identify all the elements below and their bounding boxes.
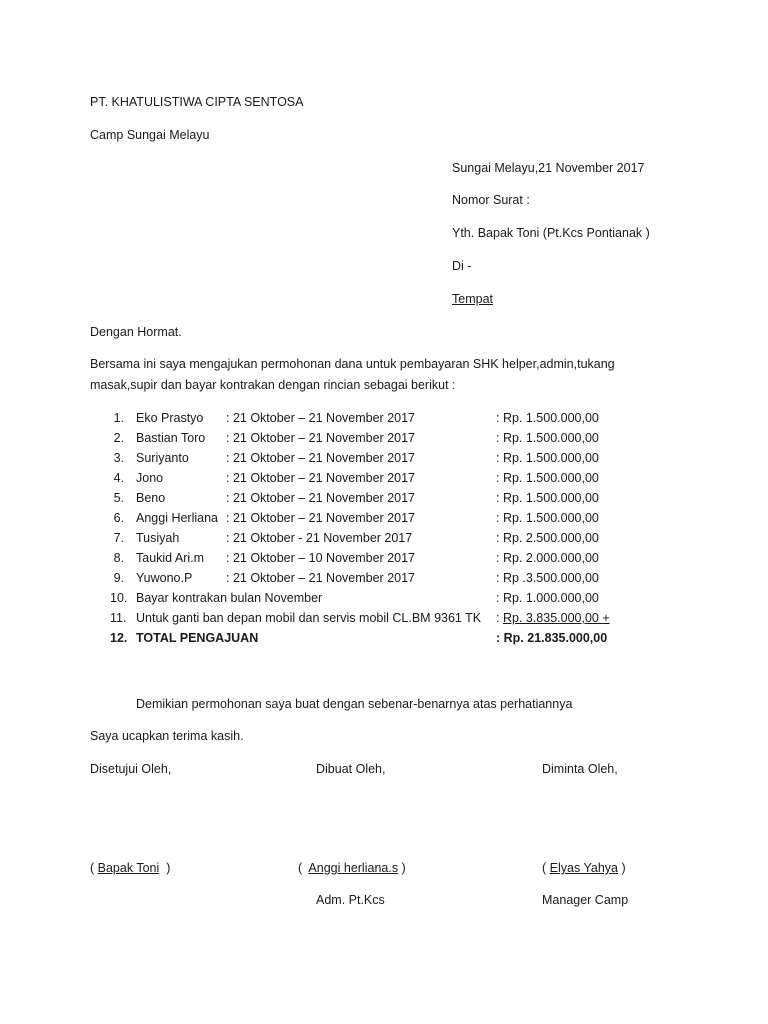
item-number: 11.	[110, 611, 127, 625]
list-item	[0, 431, 768, 451]
item-description: Bayar kontrakan bulan November	[136, 591, 323, 605]
requested-close-paren: )	[617, 861, 626, 875]
item-number: 5.	[113, 491, 124, 505]
requested-by-label: Diminta Oleh,	[542, 762, 618, 776]
item-amount: : Rp .3.500.000,00	[496, 571, 599, 585]
approved-close-paren: )	[159, 861, 171, 875]
item-amount: : Rp. 1.500.000,00	[496, 491, 599, 505]
item-period: : 21 Oktober – 21 November 2017	[226, 471, 416, 485]
item-period: : 21 Oktober – 21 November 2017	[226, 571, 416, 585]
letter-number: Nomor Surat :	[452, 193, 530, 207]
item-number: 2.	[113, 431, 124, 445]
item-period: : 21 Oktober – 10 November 2017	[226, 551, 416, 565]
intro-line-2: masak,supir dan bayar kontrakan dengan rincian sebagai berikut :	[90, 378, 456, 392]
item-name: Taukid Ari.m	[136, 551, 205, 565]
letter-recipient: Yth. Bapak Toni (Pt.Kcs Pontianak )	[452, 226, 650, 240]
requested-open-paren: (	[542, 861, 550, 875]
item-amount-prefix: :	[496, 611, 503, 625]
item-name: Jono	[136, 471, 164, 485]
item-name: Suriyanto	[136, 451, 189, 465]
item-name: Tusiyah	[136, 531, 180, 545]
item-name: Yuwono.P	[136, 571, 193, 585]
list-item	[0, 511, 768, 531]
item-amount: : Rp. 1.500.000,00	[496, 511, 599, 525]
item-amount: : Rp. 1.500.000,00	[496, 451, 599, 465]
list-item	[0, 531, 768, 551]
item-amount: : Rp. 2.000.000,00	[496, 551, 599, 565]
total-label: TOTAL PENGAJUAN	[136, 631, 259, 645]
letter-di: Di -	[452, 259, 472, 273]
list-item	[0, 491, 768, 511]
item-number: 6.	[113, 511, 124, 525]
requested-name: Elyas Yahya	[549, 861, 618, 875]
list-item	[0, 471, 768, 491]
item-period: : 21 Oktober – 21 November 2017	[226, 411, 416, 425]
approved-open-paren: (	[90, 861, 98, 875]
thank-you: Saya ucapkan terima kasih.	[90, 729, 244, 743]
item-amount-underlined: Rp. 3.835.000,00 +	[502, 611, 610, 625]
total-number: 12.	[110, 631, 128, 645]
list-item	[0, 591, 768, 611]
letter-date: Sungai Melayu,21 November 2017	[452, 161, 645, 175]
item-period: : 21 Oktober – 21 November 2017	[226, 451, 416, 465]
intro-line-1: Bersama ini saya mengajukan permohonan dana untuk pembayaran SHK helper,admin,tukang	[90, 357, 615, 371]
item-period: : 21 Oktober – 21 November 2017	[226, 511, 416, 525]
item-amount: : Rp. 1.500.000,00	[496, 471, 599, 485]
item-amount: : Rp. 1.500.000,00	[496, 411, 599, 425]
item-number: 3.	[113, 451, 124, 465]
list-item	[0, 411, 768, 431]
item-period: : 21 Oktober – 21 November 2017	[226, 491, 416, 505]
item-period: : 21 Oktober - 21 November 2017	[226, 531, 413, 545]
list-item	[0, 451, 768, 471]
item-name: Eko Prastyo	[136, 411, 204, 425]
item-description: Untuk ganti ban depan mobil dan servis mobil CL.BM 9361 TK	[136, 611, 482, 625]
closing-statement: Demikian permohonan saya buat dengan sebenar-benarnya atas perhatiannya	[136, 697, 573, 711]
made-name: Anggi herliana.s	[308, 861, 399, 875]
item-number: 4.	[113, 471, 124, 485]
greeting: Dengan Hormat.	[90, 325, 182, 339]
list-item	[0, 611, 768, 631]
total-row	[0, 631, 768, 651]
item-number: 7.	[113, 531, 124, 545]
item-name: Anggi Herliana	[136, 511, 218, 525]
requested-signature	[542, 861, 626, 875]
item-amount	[496, 611, 610, 625]
total-amount: : Rp. 21.835.000,00	[496, 631, 608, 645]
item-amount: : Rp. 2.500.000,00	[496, 531, 599, 545]
item-period: : 21 Oktober – 21 November 2017	[226, 431, 416, 445]
made-by-title: Adm. Pt.Kcs	[316, 893, 385, 907]
made-open-paren: (	[298, 861, 309, 875]
approved-by-label: Disetujui Oleh,	[90, 762, 172, 776]
letter-place: Tempat	[452, 292, 493, 306]
item-name: Beno	[136, 491, 166, 505]
approved-name: Bapak Toni	[97, 861, 160, 875]
camp-location: Camp Sungai Melayu	[90, 128, 210, 142]
company-name: PT. KHATULISTIWA CIPTA SENTOSA	[90, 95, 304, 109]
made-close-paren: )	[398, 861, 406, 875]
item-number: 10.	[110, 591, 128, 605]
item-name: Bastian Toro	[136, 431, 206, 445]
made-signature	[298, 861, 406, 875]
item-amount: : Rp. 1.000.000,00	[496, 591, 599, 605]
approved-signature	[90, 861, 170, 875]
item-number: 8.	[113, 551, 124, 565]
item-amount: : Rp. 1.500.000,00	[496, 431, 599, 445]
made-by-label: Dibuat Oleh,	[316, 762, 386, 776]
item-number: 9.	[113, 571, 124, 585]
item-number: 1.	[113, 411, 124, 425]
list-item	[0, 571, 768, 591]
requested-by-title: Manager Camp	[542, 893, 629, 907]
list-item	[0, 551, 768, 571]
